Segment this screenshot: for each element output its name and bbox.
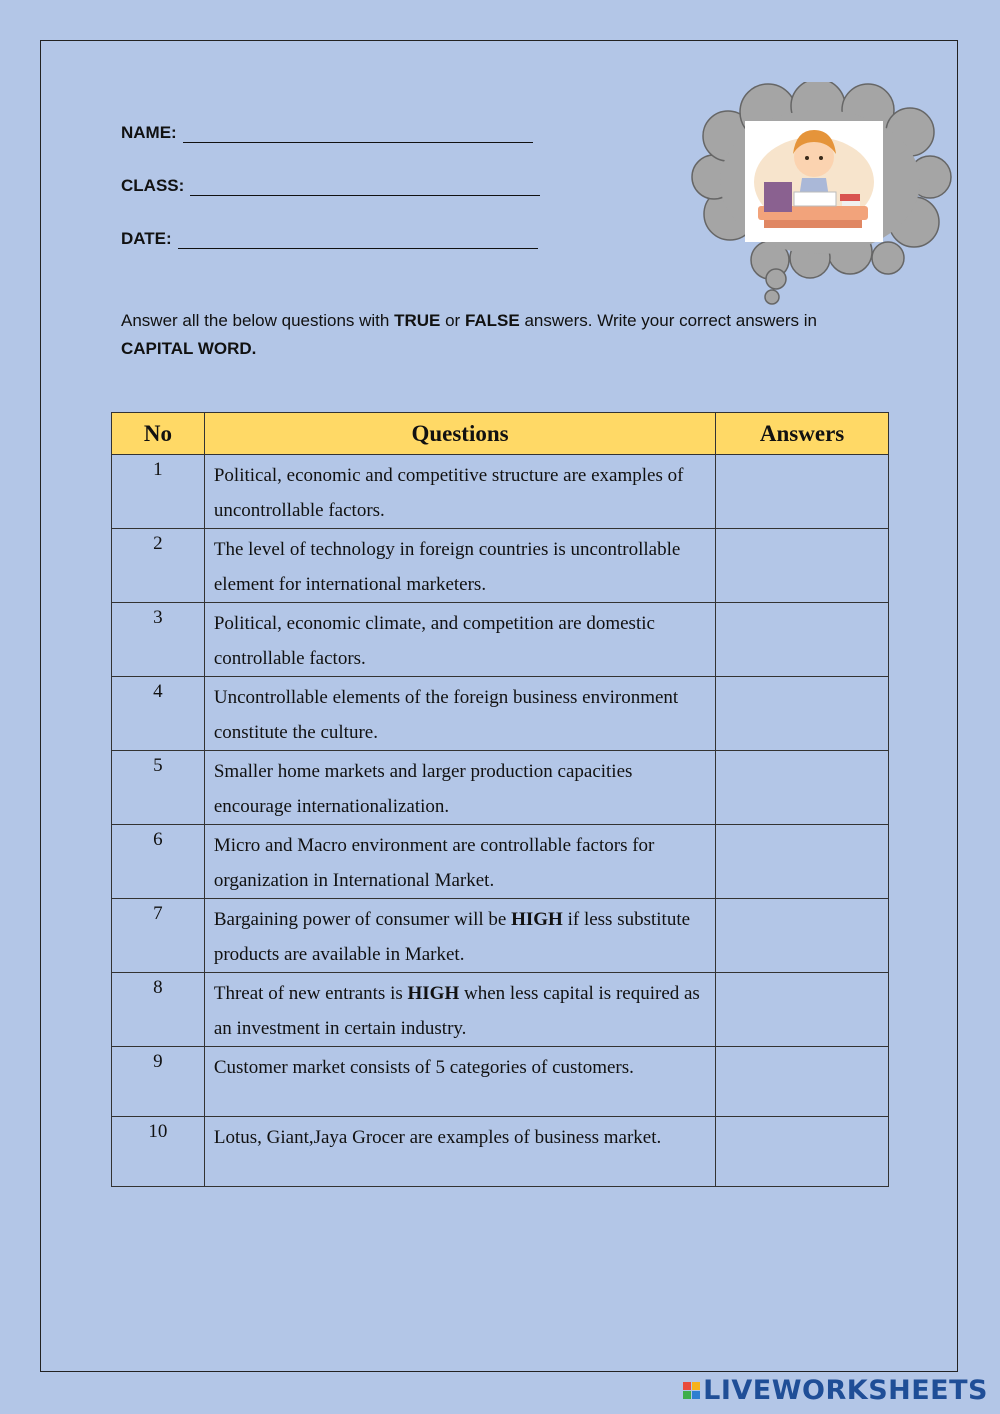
class-field <box>121 176 540 196</box>
row-number: 6 <box>112 825 205 899</box>
liveworksheets-mark-icon <box>683 1382 700 1399</box>
table-row <box>112 529 889 603</box>
answer-cell[interactable] <box>716 1117 889 1187</box>
date-input-line[interactable] <box>178 232 538 249</box>
row-number: 4 <box>112 677 205 751</box>
true-keyword: TRUE <box>394 311 441 330</box>
question-text: Customer market consists of 5 categories of customers. <box>204 1047 715 1117</box>
table-row <box>112 1047 889 1117</box>
row-number: 1 <box>112 455 205 529</box>
question-text: Lotus, Giant,Jaya Grocer are examples of business market. <box>204 1117 715 1187</box>
answer-cell[interactable] <box>716 973 889 1047</box>
table-row <box>112 899 889 973</box>
thought-cloud-illustration <box>690 82 952 312</box>
table-row <box>112 825 889 899</box>
header-questions: Questions <box>204 413 715 455</box>
false-keyword: FALSE <box>464 311 520 330</box>
class-input-line[interactable] <box>190 179 540 196</box>
answer-cell[interactable] <box>716 677 889 751</box>
row-number: 3 <box>112 603 205 677</box>
high-keyword: HIGH <box>511 909 563 930</box>
answer-cell[interactable] <box>716 899 889 973</box>
table-row <box>112 1117 889 1187</box>
instructions: Answer all the below questions with TRUE or FALSE answers. Write your correct answers in CAPITAL WORD. <box>121 311 818 358</box>
class-label: CLASS: <box>121 176 185 195</box>
row-number: 2 <box>112 529 205 603</box>
name-field <box>121 123 533 143</box>
answer-cell[interactable] <box>716 751 889 825</box>
answer-cell[interactable] <box>716 529 889 603</box>
answer-cell[interactable] <box>716 455 889 529</box>
name-input-line[interactable] <box>183 126 533 143</box>
answer-cell[interactable] <box>716 825 889 899</box>
question-text: The level of technology in foreign countries is uncontrollable element for international marketers. <box>204 529 715 603</box>
question-text: Bargaining power of consumer will be HIGH if less substitute products are available in Market. <box>204 899 715 973</box>
row-number: 9 <box>112 1047 205 1117</box>
table-row <box>112 751 889 825</box>
row-number: 5 <box>112 751 205 825</box>
table-row <box>112 455 889 529</box>
student-reading-illustration <box>745 121 883 242</box>
question-text: Threat of new entrants is HIGH when less capital is required as an investment in certain industry. <box>204 973 715 1047</box>
table-row <box>112 603 889 677</box>
question-text: Political, economic and competitive structure are examples of uncontrollable factors. <box>204 455 715 529</box>
date-field <box>121 229 538 249</box>
row-number: 7 <box>112 899 205 973</box>
question-text: Smaller home markets and larger production capacities encourage internationalization. <box>204 751 715 825</box>
high-keyword: HIGH <box>407 983 460 1004</box>
header-no: No <box>112 413 205 455</box>
liveworksheets-logo <box>683 1375 988 1406</box>
row-number: 8 <box>112 973 205 1047</box>
answer-cell[interactable] <box>716 603 889 677</box>
answer-cell[interactable] <box>716 1047 889 1117</box>
question-text: Uncontrollable elements of the foreign business environment constitute the culture. <box>204 677 715 751</box>
brand-name: LIVEWORKSHEETS <box>703 1375 988 1406</box>
table-row <box>112 973 889 1047</box>
date-label: DATE: <box>121 229 172 248</box>
question-text: Micro and Macro environment are controllable factors for organization in International Market. <box>204 825 715 899</box>
name-label: NAME: <box>121 123 177 142</box>
header-answers: Answers <box>716 413 889 455</box>
questions-table <box>111 412 889 1187</box>
capital-word-note: CAPITAL WORD. <box>121 339 257 358</box>
question-text: Political, economic climate, and competition are domestic controllable factors. <box>204 603 715 677</box>
row-number: 10 <box>112 1117 205 1187</box>
table-row <box>112 677 889 751</box>
table-header-row <box>112 413 889 455</box>
